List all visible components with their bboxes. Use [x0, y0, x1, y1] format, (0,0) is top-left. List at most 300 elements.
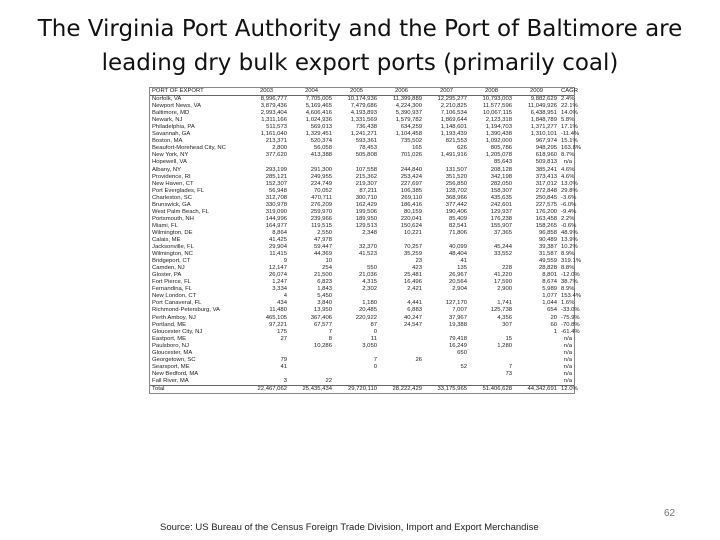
- value-cell: 3,334: [272, 286, 287, 293]
- port-name-cell: Newark, NJ: [152, 117, 183, 124]
- value-cell: 276,209: [310, 201, 332, 208]
- value-cell: 1,180: [362, 300, 377, 307]
- title-line-1: The Virginia Port Authority and the Port of Baltimore are: [37, 16, 683, 42]
- value-cell: 312,708: [265, 194, 287, 201]
- value-cell: 10,221: [403, 229, 422, 236]
- value-cell: 244,840: [400, 166, 422, 173]
- value-cell: 6,883: [407, 307, 422, 314]
- value-cell: 1,331,569: [350, 117, 377, 124]
- value-cell: 256,850: [445, 180, 467, 187]
- value-cell: 153.4%: [561, 293, 581, 300]
- value-cell: 79,418: [448, 335, 467, 342]
- value-cell: 52: [460, 363, 467, 370]
- value-cell: [469, 357, 514, 364]
- column-header: 2005: [334, 88, 379, 96]
- value-cell: 650: [457, 349, 467, 356]
- value-cell: 505,808: [355, 152, 377, 159]
- port-name-cell: Savannah, GA: [152, 131, 191, 138]
- value-cell: 8,996,777: [260, 96, 287, 103]
- value-cell: 4,193,893: [350, 110, 377, 117]
- value-cell: 128,702: [445, 187, 467, 194]
- value-cell: [514, 336, 559, 343]
- value-cell: 948,295: [535, 145, 557, 152]
- table-row: [150, 258, 574, 265]
- value-cell: [334, 258, 379, 265]
- value-cell: 5,989: [542, 286, 557, 293]
- value-cell: 511,573: [266, 124, 287, 131]
- value-cell: 735,502: [400, 138, 422, 145]
- value-cell: [379, 343, 424, 350]
- table-row: [150, 96, 574, 104]
- value-cell: [469, 258, 514, 265]
- value-cell: 70,257: [403, 244, 422, 251]
- value-cell: 6,438,951: [530, 110, 557, 117]
- value-cell: 16,249: [448, 342, 467, 349]
- value-cell: 39,387: [538, 244, 557, 251]
- port-name-cell: New Bedford, MA: [152, 370, 199, 377]
- table-row: [150, 131, 574, 138]
- slide-title: [20, 12, 700, 80]
- value-cell: 250,845: [535, 194, 557, 201]
- value-cell: 2,123,318: [485, 117, 512, 124]
- port-name-cell: West Palm Beach, FL: [152, 208, 209, 215]
- value-cell: 5,169,465: [305, 103, 332, 110]
- value-cell: 20,564: [448, 279, 467, 286]
- value-cell: [289, 357, 334, 364]
- column-header: PORT OF EXPORT: [150, 88, 244, 96]
- value-cell: n/a: [563, 356, 572, 363]
- value-cell: 59,447: [313, 244, 332, 251]
- port-name-cell: Miami, FL: [152, 222, 178, 229]
- value-cell: 2,421: [407, 286, 422, 293]
- value-cell: 176,200: [535, 208, 557, 215]
- value-cell: 129,513: [355, 222, 377, 229]
- total-value-cell: 44,342,691: [514, 385, 559, 393]
- value-cell: 228: [502, 265, 512, 272]
- value-cell: 1,148,601: [440, 124, 467, 131]
- value-cell: 0: [373, 328, 377, 335]
- value-cell: 80,159: [403, 208, 422, 215]
- table-row: [150, 237, 574, 244]
- value-cell: [289, 364, 334, 371]
- port-name-cell: Baltimore, MD: [152, 110, 190, 117]
- value-cell: [334, 378, 379, 386]
- value-cell: 26,967: [448, 272, 467, 279]
- total-value-cell: 29,720,110: [334, 385, 379, 393]
- value-cell: 520,374: [310, 138, 332, 145]
- value-cell: 71,806: [448, 229, 467, 236]
- value-cell: [424, 329, 469, 336]
- value-cell: 45,244: [493, 244, 512, 251]
- value-cell: 10,174,936: [347, 96, 377, 103]
- value-cell: -3.6%: [561, 194, 577, 201]
- value-cell: [514, 364, 559, 371]
- value-cell: 319.1%: [561, 258, 581, 265]
- value-cell: 165: [412, 145, 422, 152]
- port-name-cell: Searsport, ME: [152, 363, 190, 370]
- port-name-cell: Paulsboro, NJ: [152, 342, 189, 349]
- value-cell: 291,300: [310, 166, 332, 173]
- value-cell: [379, 237, 424, 244]
- value-cell: -6.0%: [561, 201, 577, 208]
- value-cell: -12.0%: [561, 272, 580, 279]
- value-cell: 175: [277, 328, 287, 335]
- port-name-cell: Bridgeport, CT: [152, 258, 191, 265]
- table-row: [150, 307, 574, 314]
- value-cell: 7,479,686: [350, 103, 377, 110]
- value-cell: [424, 237, 469, 244]
- value-cell: [469, 350, 514, 357]
- value-cell: 15: [505, 335, 512, 342]
- value-cell: [334, 293, 379, 300]
- value-cell: 29.8%: [561, 187, 578, 194]
- table-row: [150, 336, 574, 343]
- value-cell: 163,458: [535, 215, 557, 222]
- value-cell: [424, 159, 469, 166]
- value-cell: 8.7%: [561, 152, 575, 159]
- value-cell: 17,590: [493, 279, 512, 286]
- value-cell: 10,067,115: [482, 110, 512, 117]
- value-cell: 5.8%: [561, 117, 575, 124]
- port-name-cell: Richmond-Petersburg, VA: [152, 307, 220, 314]
- total-value-cell: 28,222,429: [379, 385, 424, 393]
- value-cell: 307: [502, 321, 512, 328]
- value-cell: 90,489: [538, 236, 557, 243]
- value-cell: 48,404: [448, 251, 467, 258]
- value-cell: 8.9%: [561, 251, 575, 258]
- value-cell: 199,506: [355, 208, 377, 215]
- value-cell: 96,858: [538, 229, 557, 236]
- value-cell: 423: [412, 265, 422, 272]
- value-cell: 135: [457, 265, 467, 272]
- value-cell: 48.9%: [561, 229, 578, 236]
- value-cell: [379, 329, 424, 336]
- value-cell: 10.2%: [561, 244, 578, 251]
- value-cell: 2,550: [317, 229, 332, 236]
- value-cell: [334, 350, 379, 357]
- value-cell: 12,295,277: [437, 96, 467, 103]
- table-row: [150, 174, 574, 181]
- value-cell: 2.2%: [561, 215, 575, 222]
- value-cell: 41: [460, 258, 467, 265]
- value-cell: 16,496: [403, 279, 422, 286]
- value-cell: 13,950: [313, 307, 332, 314]
- value-cell: 21,500: [313, 272, 332, 279]
- port-name-cell: Georgetown, SC: [152, 356, 196, 363]
- value-cell: 215,362: [355, 173, 377, 180]
- value-cell: 3,840: [317, 300, 332, 307]
- column-header: 2004: [289, 88, 334, 96]
- value-cell: 17.1%: [561, 124, 578, 131]
- port-name-cell: Port Everglades, FL: [152, 187, 205, 194]
- value-cell: 1,194,703: [485, 124, 512, 131]
- value-cell: 701,026: [400, 152, 422, 159]
- table-row: [150, 188, 574, 195]
- value-cell: 249,955: [310, 173, 332, 180]
- value-cell: 190,406: [445, 208, 467, 215]
- value-cell: 224,749: [310, 180, 332, 187]
- table-row: [150, 230, 574, 237]
- value-cell: 219,307: [355, 180, 377, 187]
- total-value-cell: 33,175,965: [424, 385, 469, 393]
- value-cell: -61.4%: [561, 328, 580, 335]
- value-cell: 227,575: [535, 201, 557, 208]
- value-cell: 9: [283, 258, 287, 265]
- value-cell: 1,161,040: [260, 131, 287, 138]
- value-cell: 162,429: [355, 201, 377, 208]
- table-row: [150, 315, 574, 322]
- port-name-cell: New Haven, CT: [152, 180, 194, 187]
- table-row: [150, 286, 574, 293]
- table-row: [150, 103, 574, 110]
- port-name-cell: Wilmington, DE: [152, 229, 193, 236]
- value-cell: 0: [373, 363, 377, 370]
- total-row: [150, 385, 574, 393]
- value-cell: 1,104,458: [395, 131, 422, 138]
- port-name-cell: Portland, ME: [152, 321, 187, 328]
- value-cell: 11,049,926: [527, 103, 557, 110]
- value-cell: 85,409: [448, 215, 467, 222]
- value-cell: 60: [550, 321, 557, 328]
- value-cell: 6,823: [317, 279, 332, 286]
- value-cell: 8.9%: [561, 286, 575, 293]
- value-cell: 11,415: [269, 251, 287, 258]
- value-cell: 377,620: [265, 152, 287, 159]
- value-cell: 4,224,300: [395, 103, 422, 110]
- value-cell: 40,247: [403, 314, 422, 321]
- value-cell: n/a: [563, 363, 572, 370]
- table-row: [150, 117, 574, 124]
- value-cell: 158,307: [490, 187, 512, 194]
- value-cell: 107,558: [355, 166, 377, 173]
- port-name-cell: Gloucester City, NJ: [152, 328, 203, 335]
- value-cell: 351,520: [445, 173, 467, 180]
- value-cell: 569,013: [310, 124, 332, 131]
- column-header: 2006: [379, 88, 424, 96]
- port-name-cell: Fernandina, FL: [152, 286, 192, 293]
- value-cell: [514, 371, 559, 378]
- value-cell: 7,705,005: [305, 96, 332, 103]
- total-value-cell: 12.0%: [561, 385, 578, 392]
- value-cell: [334, 237, 379, 244]
- table-row: [150, 265, 574, 272]
- value-cell: 119,515: [311, 222, 332, 229]
- value-cell: n/a: [563, 370, 572, 377]
- value-cell: 13.9%: [561, 236, 578, 243]
- value-cell: n/a: [563, 159, 572, 166]
- value-cell: n/a: [563, 349, 572, 356]
- value-cell: 21,036: [358, 272, 377, 279]
- value-cell: 106,385: [400, 187, 422, 194]
- table-row: [150, 329, 574, 336]
- value-cell: 1,869,644: [440, 117, 467, 124]
- port-name-cell: Wilmington, NC: [152, 251, 193, 258]
- port-name-cell: Brunswick, GA: [152, 201, 191, 208]
- value-cell: 300,710: [355, 194, 377, 201]
- value-cell: 213,371: [265, 138, 287, 145]
- port-name-cell: Port Canaveral, FL: [152, 300, 202, 307]
- value-cell: 186,416: [400, 201, 422, 208]
- table-row: [150, 167, 574, 174]
- value-cell: 254: [322, 265, 332, 272]
- value-cell: 26,074: [268, 272, 287, 279]
- value-cell: [469, 329, 514, 336]
- value-cell: 150,624: [400, 222, 422, 229]
- page-number: 62: [664, 508, 676, 519]
- value-cell: 317,012: [535, 180, 557, 187]
- table-row: [150, 223, 574, 230]
- value-cell: 1,579,782: [395, 117, 422, 124]
- value-cell: 7,007: [452, 307, 467, 314]
- table-row: [150, 251, 574, 258]
- port-name-cell: Providence, RI: [152, 173, 191, 180]
- column-header: 2008: [469, 88, 514, 96]
- table-row: [150, 152, 574, 159]
- value-cell: 227,697: [400, 180, 422, 187]
- port-name-cell: Hopewell, VA: [152, 159, 187, 166]
- value-cell: 1,371,277: [530, 124, 557, 131]
- value-cell: 49,559: [538, 258, 557, 265]
- port-name-cell: Jacksonville, FL: [152, 244, 194, 251]
- value-cell: 509,813: [535, 159, 557, 166]
- value-cell: 41,220: [493, 272, 512, 279]
- value-cell: 14.0%: [561, 110, 578, 117]
- value-cell: 26: [415, 356, 422, 363]
- value-cell: [334, 371, 379, 378]
- value-cell: 47,978: [313, 236, 332, 243]
- column-header: 2009: [514, 88, 559, 96]
- table-row: [150, 272, 574, 279]
- value-cell: [514, 343, 559, 350]
- port-name-cell: Calais, ME: [152, 236, 181, 243]
- value-cell: n/a: [563, 342, 572, 349]
- value-cell: 377,442: [445, 201, 467, 208]
- value-cell: 152,307: [265, 180, 287, 187]
- value-cell: 1,848,789: [530, 117, 557, 124]
- value-cell: 319,090: [265, 208, 287, 215]
- value-cell: 2,210,825: [440, 103, 467, 110]
- value-cell: 373,413: [535, 173, 557, 180]
- value-cell: 967,974: [535, 138, 557, 145]
- value-cell: 4,315: [362, 279, 377, 286]
- value-cell: 158,265: [535, 222, 557, 229]
- value-cell: -75.9%: [561, 314, 580, 321]
- value-cell: [379, 293, 424, 300]
- value-cell: [379, 350, 424, 357]
- value-cell: 32,370: [358, 244, 377, 251]
- value-cell: 242,601: [490, 201, 512, 208]
- port-name-cell: Perth Amboy, NJ: [152, 314, 196, 321]
- port-name-cell: Beaufort-Morehead City, NC: [152, 145, 226, 152]
- value-cell: 1,310,101: [530, 131, 557, 138]
- value-cell: 144,996: [265, 215, 287, 222]
- value-cell: 10,793,003: [482, 96, 512, 103]
- table-row: [150, 300, 574, 307]
- value-cell: [244, 371, 289, 378]
- value-cell: 155,907: [490, 222, 512, 229]
- value-cell: -0.6%: [561, 222, 577, 229]
- value-cell: 293,199: [265, 166, 287, 173]
- table-row: [150, 350, 574, 357]
- total-value-cell: 22,467,062: [244, 385, 289, 393]
- value-cell: 56,948: [268, 187, 287, 194]
- value-cell: 29,904: [268, 244, 287, 251]
- value-cell: -70.8%: [561, 321, 580, 328]
- title-line-2: leading dry bulk export ports (primarily coal): [101, 50, 619, 76]
- value-cell: 3,879,436: [260, 103, 287, 110]
- value-cell: [379, 378, 424, 386]
- value-cell: [469, 237, 514, 244]
- value-cell: 25,481: [403, 272, 422, 279]
- value-cell: 22.1%: [561, 103, 578, 110]
- table-row: [150, 209, 574, 216]
- value-cell: 12,147: [268, 265, 287, 272]
- value-cell: 736,438: [355, 124, 377, 131]
- value-cell: [424, 378, 469, 386]
- value-cell: 3,050: [362, 342, 377, 349]
- port-name-cell: Boston, MA: [152, 138, 183, 145]
- value-cell: 97,221: [268, 321, 287, 328]
- value-cell: 8,864: [272, 229, 287, 236]
- value-cell: 87: [370, 321, 377, 328]
- value-cell: 1,311,166: [261, 117, 287, 124]
- value-cell: 367,406: [310, 314, 332, 321]
- column-header: 2003: [244, 88, 289, 96]
- value-cell: 1,077: [542, 293, 557, 300]
- value-cell: 465,105: [265, 314, 287, 321]
- value-cell: 550: [367, 265, 377, 272]
- value-cell: 634,259: [400, 124, 422, 131]
- value-cell: 189,950: [355, 215, 377, 222]
- value-cell: 41,523: [358, 251, 377, 258]
- value-cell: 35,259: [403, 251, 422, 258]
- table-row: [150, 364, 574, 371]
- value-cell: [424, 357, 469, 364]
- value-cell: 5,450: [317, 293, 332, 300]
- value-cell: 220,041: [400, 215, 422, 222]
- port-name-cell: Norfolk, VA: [152, 96, 182, 103]
- table-row: [150, 145, 574, 152]
- value-cell: 31,587: [538, 251, 557, 258]
- value-cell: 70,052: [313, 187, 332, 194]
- value-cell: 37,967: [448, 314, 467, 321]
- value-cell: 2,904: [452, 286, 467, 293]
- value-cell: 20: [550, 314, 557, 321]
- value-cell: [379, 159, 424, 166]
- value-cell: 1,329,451: [305, 131, 332, 138]
- table-body: [150, 96, 581, 393]
- value-cell: 20,485: [358, 307, 377, 314]
- value-cell: 125,738: [490, 307, 512, 314]
- value-cell: [424, 293, 469, 300]
- value-cell: 2,900: [497, 286, 512, 293]
- column-header: 2007: [424, 88, 469, 96]
- port-name-cell: Portsmouth, NH: [152, 215, 194, 222]
- value-cell: 1,280: [497, 342, 512, 349]
- value-cell: 593,361: [355, 138, 377, 145]
- table-row: [150, 124, 574, 131]
- value-cell: 82,541: [448, 222, 467, 229]
- value-cell: 176,238: [490, 215, 512, 222]
- value-cell: 434: [277, 300, 287, 307]
- value-cell: [244, 350, 289, 357]
- value-cell: [514, 378, 559, 386]
- value-cell: [289, 159, 334, 166]
- table-row: [150, 202, 574, 209]
- value-cell: 87,211: [359, 187, 377, 194]
- value-cell: 618,960: [535, 152, 557, 159]
- value-cell: 330,978: [265, 201, 287, 208]
